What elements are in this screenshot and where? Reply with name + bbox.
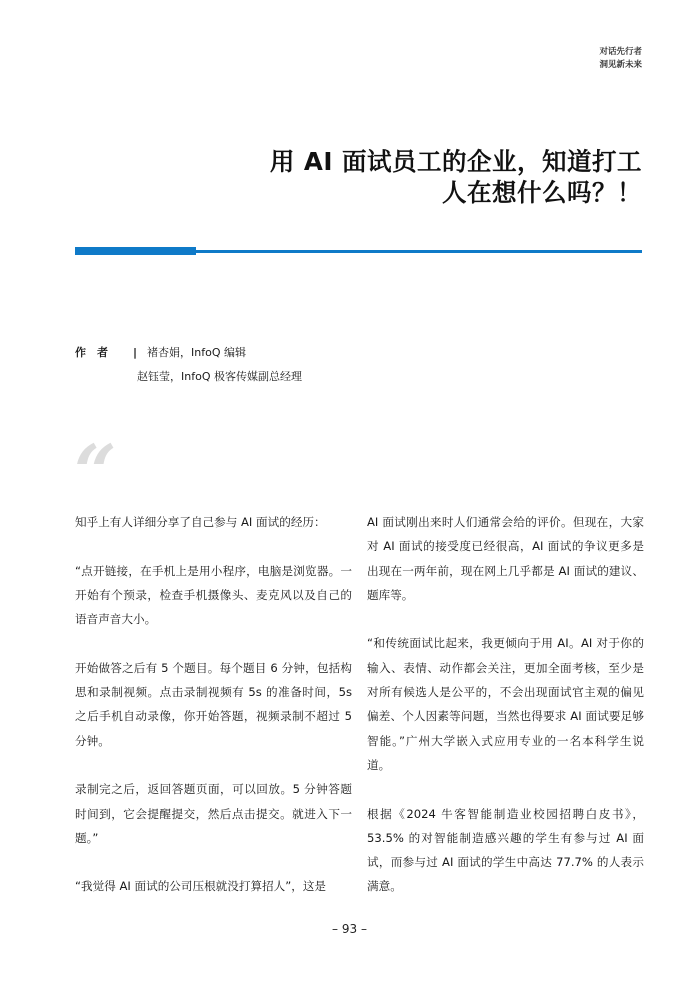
title-line-1: 用 AI 面试员工的企业，知道打工 xyxy=(269,147,642,176)
paragraph: 录制完之后，返回答题页面，可以回放。5 分钟答题时间到，它会提醒提交，然后点击提交。就进入下一题。” xyxy=(75,782,352,845)
paragraph: 开始做答之后有 5 个题目。每个题目 6 分钟，包括构思和录制视频。点击录制视频有 5s 的准备时间，5s 之后手机自动录像，你开始答题，视频录制不超过 5 分钟。 xyxy=(75,660,352,748)
author-label: 作 者 xyxy=(75,346,108,359)
author-1: 褚杏娟，InfoQ 编辑 xyxy=(147,346,246,359)
body-column-left xyxy=(75,510,352,923)
paragraph: 根据《2024 牛客智能制造业校园招聘白皮书》，53.5% 的对智能制造感兴趣的学生有参与过 AI 面试，而参与过 AI 面试的学生中高达 77.7% 的人表示满意。 xyxy=(367,806,644,894)
paragraph: 知乎上有人详细分享了自己参与 AI 面试的经历： xyxy=(75,515,326,529)
title-line-2: 人在想什么吗？！ xyxy=(442,178,642,207)
author-row-2 xyxy=(75,365,302,389)
quote-mark-icon: “ xyxy=(74,430,117,516)
paragraph: AI 面试刚出来时人们通常会给的评价。但现在，大家对 AI 面试的接受度已经很高，AI 面试的争议更多是出现在一两年前，现在网上几乎都是 AI 面试的建议、题库等。 xyxy=(367,515,644,602)
tagline-line-1: 对话先行者 xyxy=(599,47,642,57)
paragraph: “点开链接，在手机上是用小程序，电脑是浏览器。一开始有个预录，检查手机摄像头、麦克风以及自己的语音声音大小。 xyxy=(75,563,352,627)
title-divider xyxy=(75,247,642,255)
body-column-right xyxy=(367,510,644,923)
paragraph: “和传统面试比起来，我更倾向于用 AI。AI 对于你的输入、表情、动作都会关注，更加全面考核，至少是对所有候选人是公平的，不会出现面试官主观的偏见偏差、个人因素等问题，当然也得要求 AI 面试要足够智能。”广州大学嵌入式应用专业的一名本科学生说道。 xyxy=(367,636,644,772)
paragraph: “我觉得 AI 面试的公司压根就没打算招人”，这是 xyxy=(75,879,327,894)
article-title xyxy=(122,146,642,208)
divider-accent-bar xyxy=(75,247,196,255)
author-separator: | xyxy=(133,346,138,359)
magazine-tagline xyxy=(599,46,642,72)
page-number: – 93 – xyxy=(332,922,367,936)
author-2: 赵钰莹，InfoQ 极客传媒副总经理 xyxy=(137,370,302,383)
tagline-line-2: 洞见新未来 xyxy=(599,60,642,70)
author-row-1 xyxy=(75,341,302,365)
author-block xyxy=(75,341,302,389)
